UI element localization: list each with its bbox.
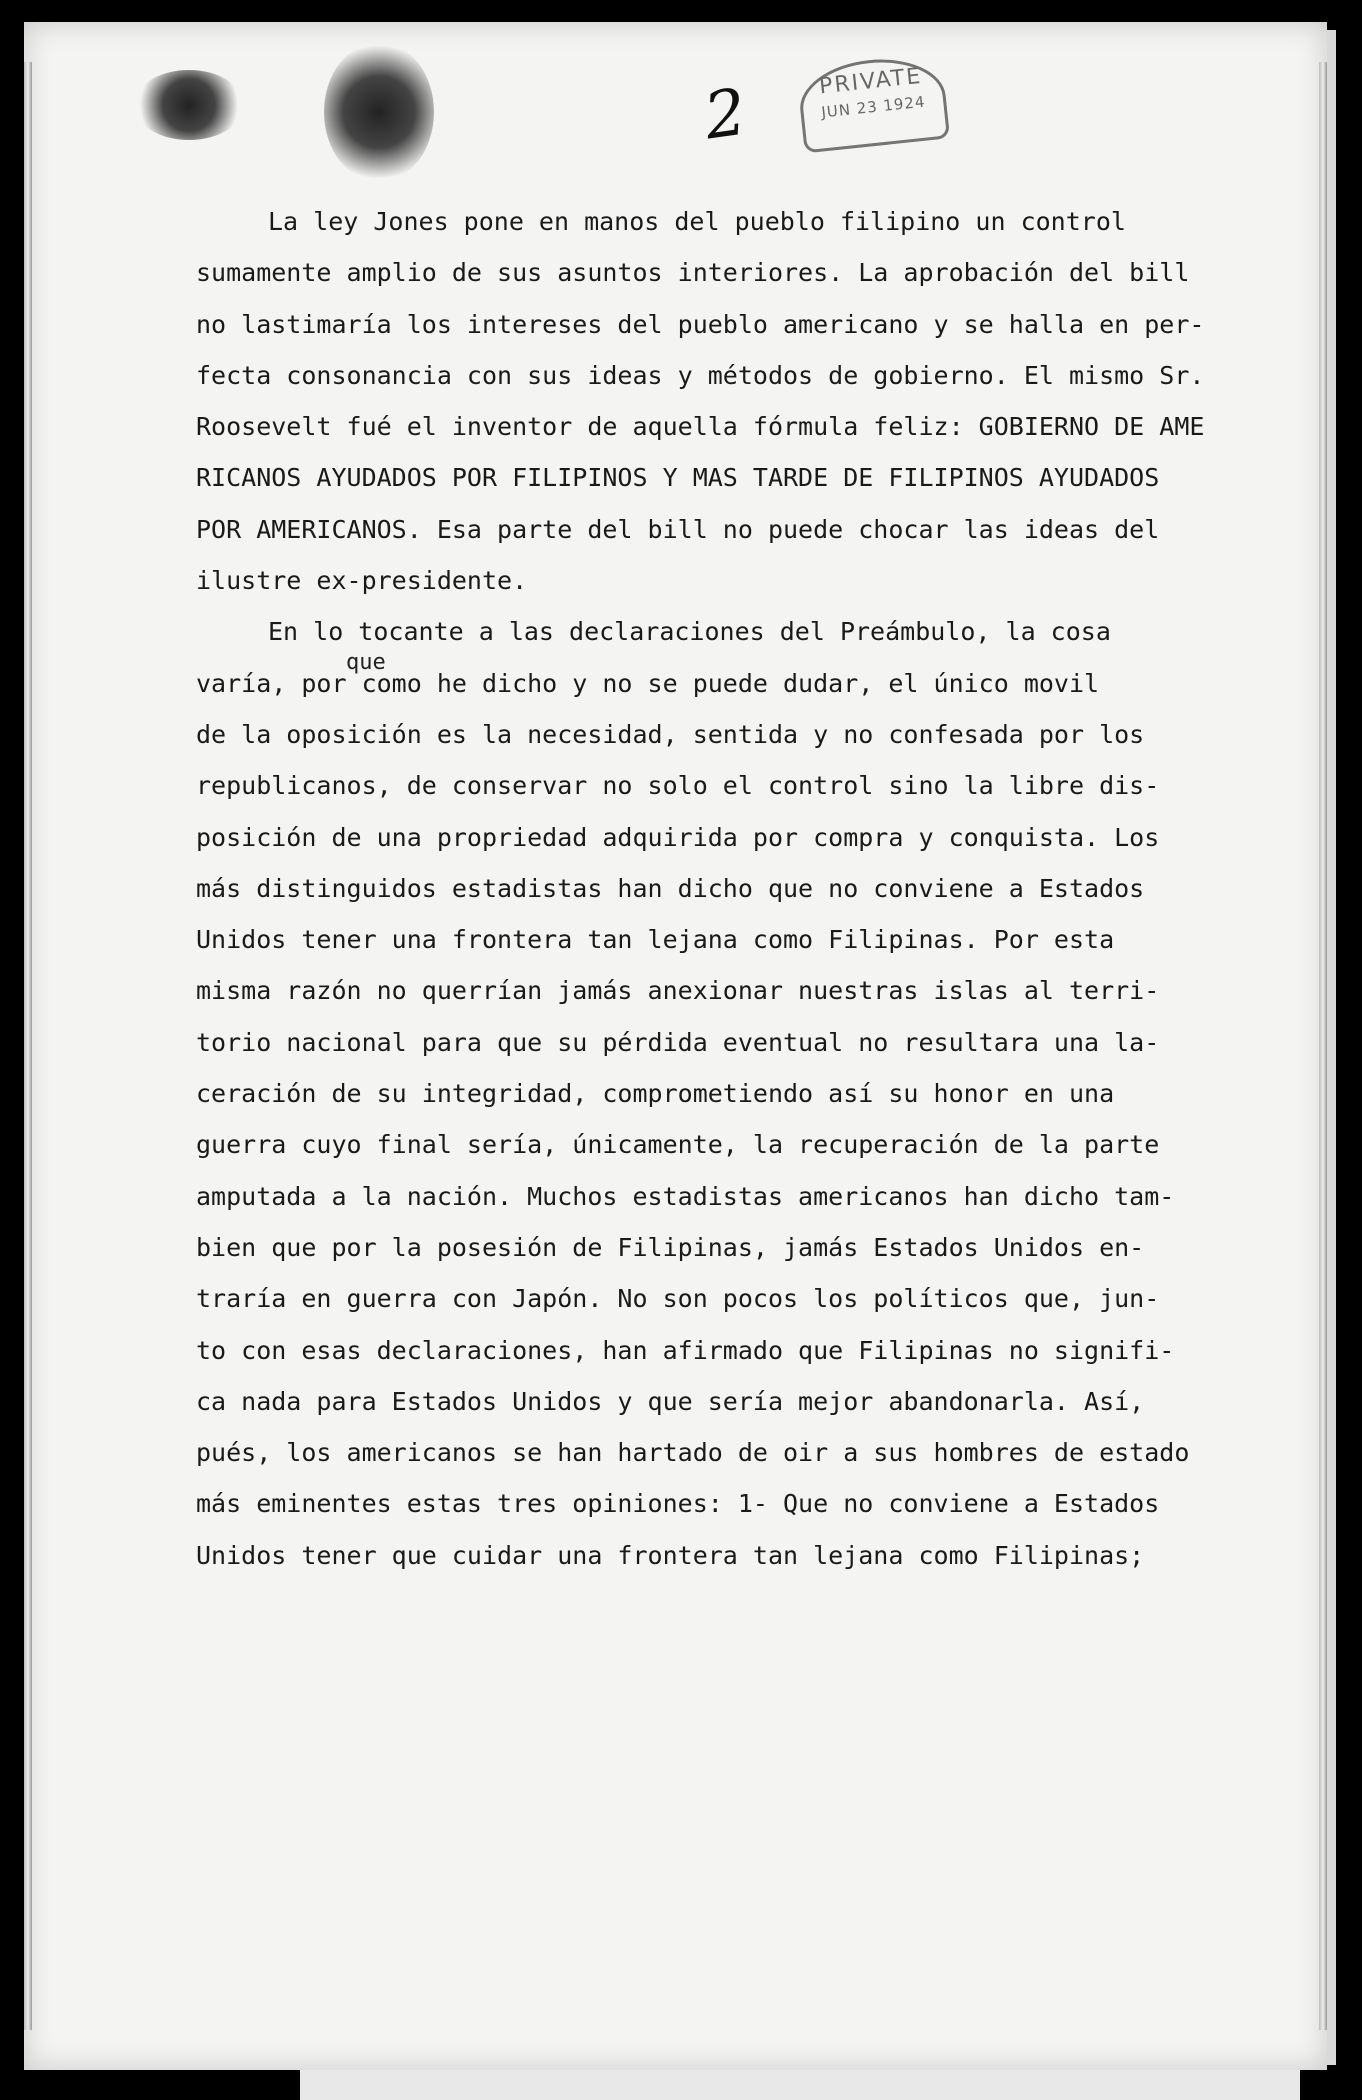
text-line: no lastimaría los intereses del pueblo americano y se halla en per- — [196, 309, 1205, 339]
page-number: 2 — [700, 75, 751, 155]
text-line: Roosevelt fué el inventor de aquella fórmula feliz: GOBIERNO DE AME — [196, 412, 1205, 442]
handwritten-insertion: que — [346, 650, 386, 675]
text-line: pués, los americanos se han hartado de oir a sus hombres de estado — [196, 1438, 1190, 1468]
right-edge-strip — [1319, 62, 1327, 2030]
left-edge-strip — [24, 62, 32, 2030]
text-line: En lo tocante a las declaraciones del Preámbulo, la cosa — [268, 617, 1111, 647]
text-line: Unidos tener que cuidar una frontera tan lejana como Filipinas; — [196, 1540, 1145, 1570]
text-line: más eminentes estas tres opiniones: 1- Que no conviene a Estados — [196, 1489, 1160, 1519]
document-body — [196, 196, 1246, 1581]
text-line: republicanos, de conservar no solo el control sino la libre dis- — [196, 771, 1160, 801]
text-line: traría en guerra con Japón. No son pocos los políticos que, jun- — [196, 1284, 1160, 1314]
text-line: to con esas declaraciones, han afirmado que Filipinas no signifi- — [196, 1335, 1175, 1365]
text-line: POR AMERICANOS. Esa parte del bill no puede chocar las ideas del — [196, 514, 1160, 544]
text-line: de la oposición es la necesidad, sentida y no confesada por los — [196, 719, 1145, 749]
text-line: ca nada para Estados Unidos y que sería mejor abandonarla. Así, — [196, 1386, 1145, 1416]
ink-stain — [324, 42, 434, 182]
text-line: misma razón no querrían jamás anexionar nuestras islas al terri- — [196, 976, 1160, 1006]
text-line: La ley Jones pone en manos del pueblo filipino un control — [268, 207, 1126, 236]
text-line: ilustre ex-presidente. — [196, 566, 528, 596]
text-line: bien que por la posesión de Filipinas, jamás Estados Unidos en- — [196, 1232, 1145, 1262]
text-line: amputada a la nación. Muchos estadistas americanos han dicho tam- — [196, 1181, 1175, 1211]
text-line: torio nacional para que su pérdida eventual no resultara una la- — [196, 1027, 1160, 1057]
text-line: RICANOS AYUDADOS POR FILIPINOS Y MAS TARDE DE FILIPINOS AYUDADOS — [196, 463, 1160, 493]
text-line: guerra cuyo final sería, únicamente, la recuperación de la parte — [196, 1130, 1160, 1160]
stamp-word: PRIVATE — [818, 63, 924, 100]
text-line: sumamente amplio de sus asuntos interiores. La aprobación del bill — [196, 258, 1190, 288]
stamp-date: JUN 23 1924 — [820, 92, 927, 122]
text-line: ceración de su integridad, comprometiendo así su honor en una — [196, 1079, 1115, 1109]
text-line: fecta consonancia con sus ideas y métodos de gobierno. El mismo Sr. — [196, 360, 1205, 390]
text-line: Unidos tener una frontera tan lejana como Filipinas. Por esta — [196, 925, 1115, 955]
text-line: varía, por como he dicho y no se puede dudar, el único movil — [196, 668, 1100, 698]
bottom-paper-tab — [300, 2070, 1300, 2100]
text-line: más distinguidos estadistas han dicho que no conviene a Estados — [196, 873, 1145, 903]
text-line: posición de una propriedad adquirida por compra y conquista. Los — [196, 822, 1160, 852]
ink-stain — [134, 70, 244, 140]
